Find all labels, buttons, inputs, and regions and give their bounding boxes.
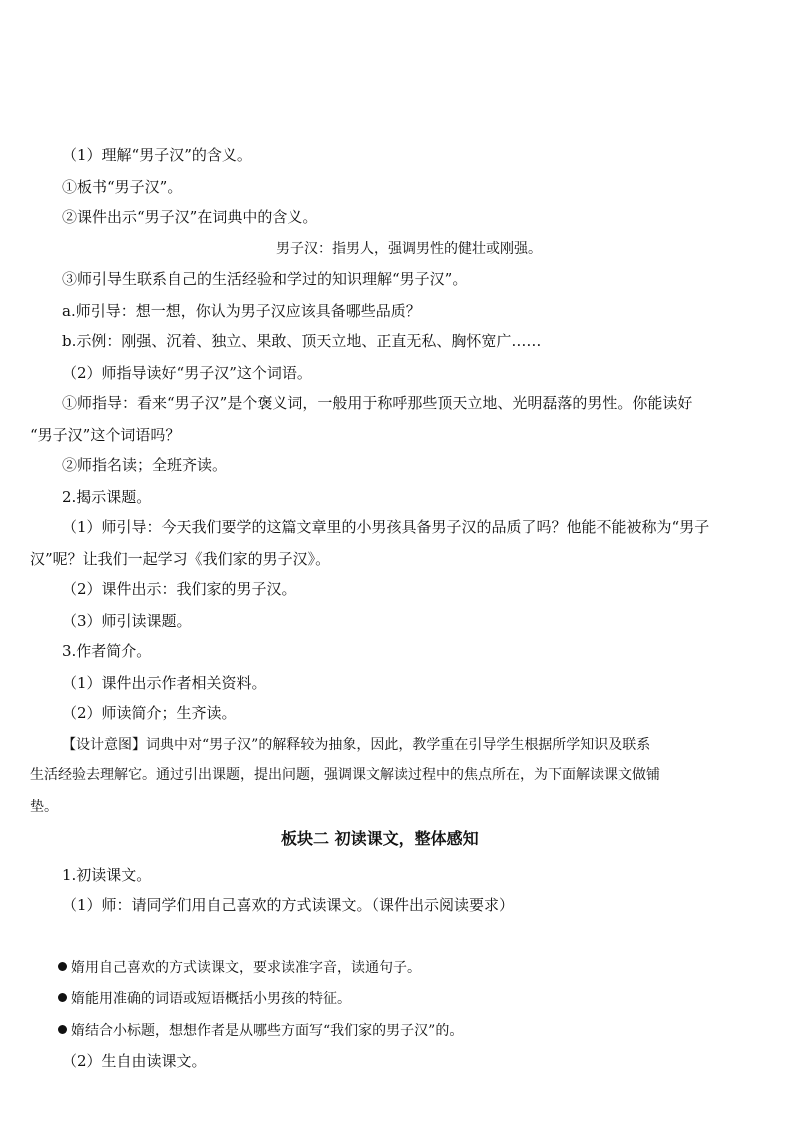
text-line: 汉”呢？让我们一起学习《我们家的男子汉》。 (30, 550, 331, 568)
requirement-item (58, 1021, 463, 1041)
design-intent-line: 【设计意图】词典中对“男子汉”的解释较为抽象，因此，教学重在引导学生根据所学知识及联系 (62, 737, 651, 753)
definition-quote: 男子汉：指男人，强调男性的健壮或刚强。 (276, 241, 542, 257)
text-line: ①师指导：看来“男子汉”是个褒义词，一般用于称呼那些顶天立地、光明磊落的男性。你能读好 (62, 394, 693, 412)
text-line: （1）师：请同学们用自己喜欢的方式读课文。（课件出示阅读要求） (62, 896, 515, 914)
text-line: （2）课件出示：我们家的男子汉。 (62, 580, 297, 598)
text-line: 3.作者简介。 (62, 642, 152, 660)
bullet-icon (58, 962, 67, 971)
requirement-item (58, 958, 421, 978)
text-line: （1）师引导：今天我们要学的这篇文章里的小男孩具备男子汉的品质了吗？他能不能被称为“男子 (62, 518, 710, 536)
text-line: 2.揭示课题。 (62, 488, 152, 506)
requirement-text: 媠结合小标题，想想作者是从哪些方面写“我们家的男子汉”的。 (71, 1023, 464, 1039)
text-line: （3）师引读课题。 (62, 612, 192, 630)
text-line: （1）理解“男子汉”的含义。 (62, 146, 252, 164)
requirement-text: 媠能用准确的词语或短语概括小男孩的特征。 (71, 991, 351, 1007)
design-intent-line: 垫。 (30, 799, 58, 815)
text-line: （1）课件出示作者相关资料。 (62, 674, 267, 692)
text-line: （2）师读简介；生齐读。 (62, 704, 237, 722)
bullet-icon (58, 1025, 67, 1034)
text-line: ②师指名读；全班齐读。 (62, 456, 228, 474)
text-line: （2）师指导读好“男子汉”这个词语。 (62, 364, 312, 382)
requirement-text: 媠用自己喜欢的方式读课文，要求读准字音，读通句子。 (71, 960, 421, 976)
text-line: ③师引导生联系自己的生活经验和学过的知识理解“男子汉”。 (62, 270, 468, 288)
section-heading: 板块二 初读课文，整体感知 (281, 829, 479, 848)
text-line: 1.初读课文。 (62, 866, 152, 884)
design-intent-line: 生活经验去理解它。通过引出课题，提出问题，强调课文解读过程中的焦点所在，为下面解读课文做铺 (30, 767, 660, 783)
text-line: b.示例：刚强、沉着、独立、果敢、顶天立地、正直无私、胸怀宽广…… (62, 332, 542, 350)
bullet-icon (58, 993, 67, 1002)
text-line: “男子汉”这个词语吗？ (30, 426, 181, 444)
text-line: ②课件出示“男子汉”在词典中的含义。 (62, 208, 318, 226)
text-line: （2）生自由读课文。 (62, 1052, 207, 1070)
requirement-item (58, 989, 351, 1009)
text-line: a.师引导：想一想，你认为男子汉应该具备哪些品质？ (62, 302, 421, 320)
text-line: ①板书“男子汉”。 (62, 178, 183, 196)
